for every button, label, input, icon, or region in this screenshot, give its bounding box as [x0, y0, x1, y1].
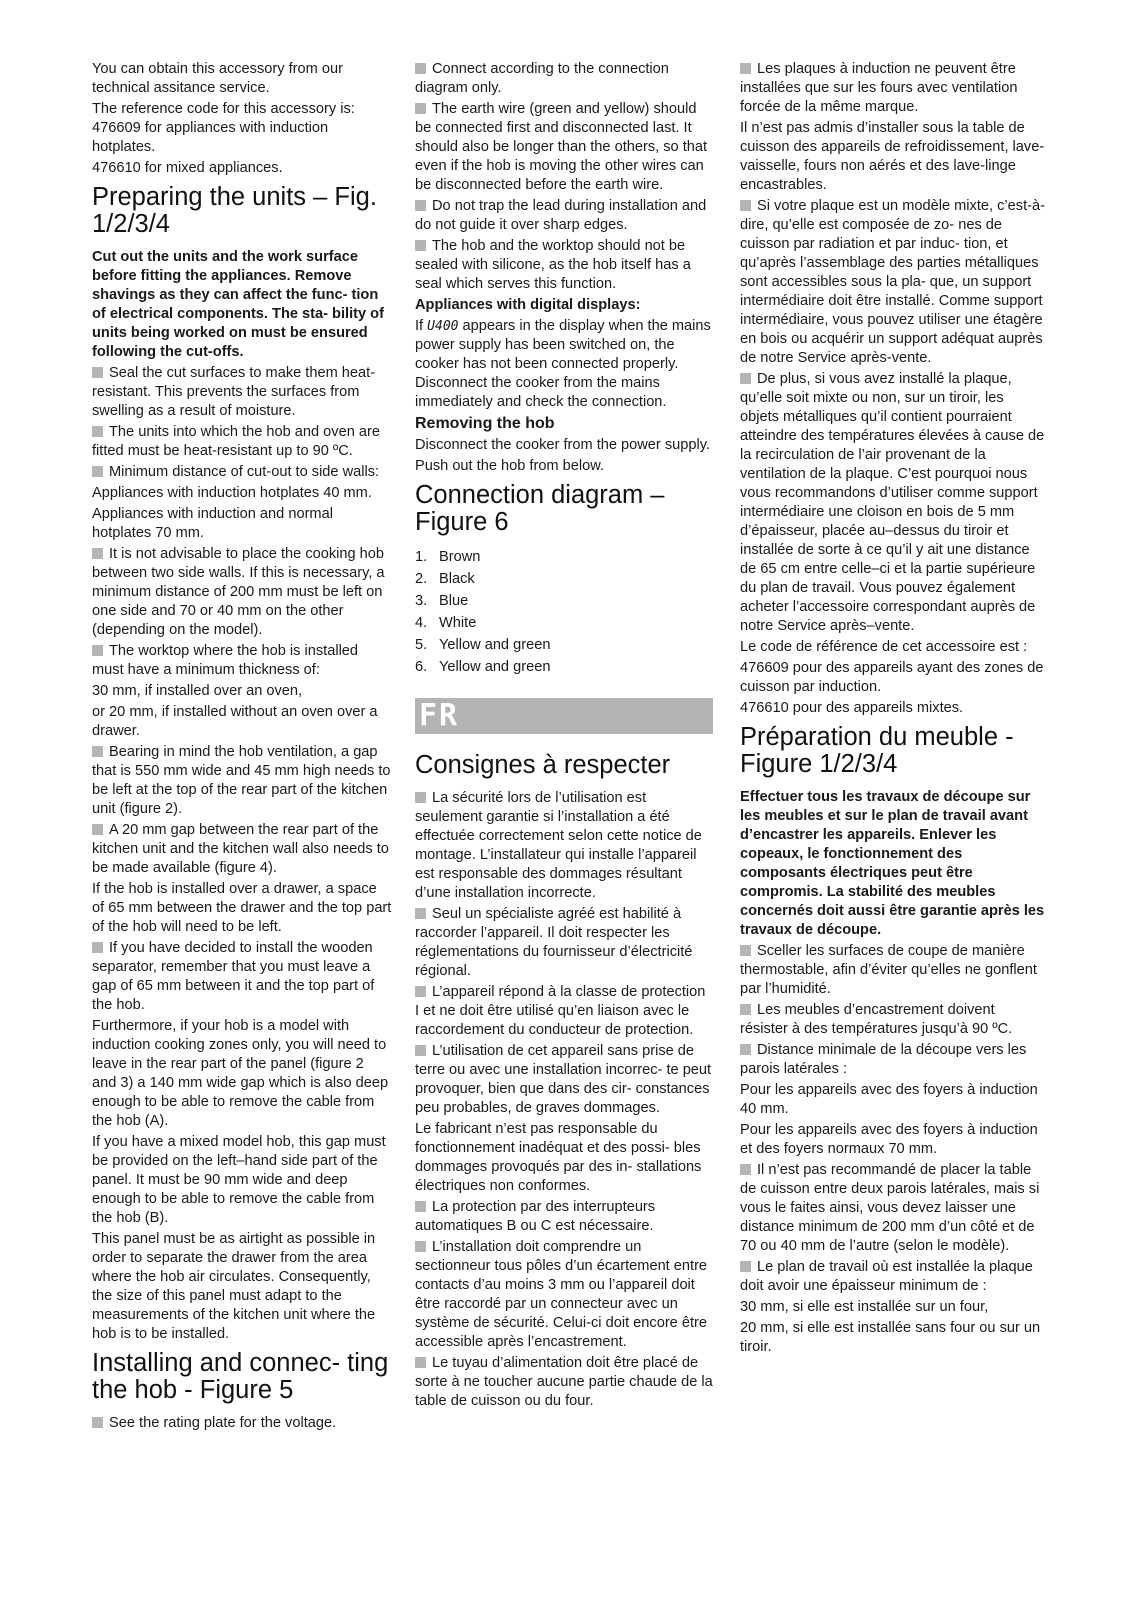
heading-preparation-meuble: Préparation du meuble - Figure 1/2/3/4 [740, 723, 1014, 778]
bullet-item: The worktop where the hob is installed must have a minimum thickness of: [92, 643, 359, 678]
bullet-square-icon [415, 240, 426, 251]
bullet-square-icon [740, 200, 751, 211]
bullet-square-icon [92, 466, 103, 477]
list-item: 2. Black [415, 571, 475, 587]
heading-consignes: Consignes à respecter [415, 751, 671, 779]
bullet-square-icon [92, 1417, 103, 1428]
bullet-square-icon [415, 986, 426, 997]
paragraph: 20 mm, si elle est installée sans four ou sur un tiroir. [740, 1320, 1041, 1355]
heading-preparing-units: Preparing the units – Fig. 1/2/3/4 [92, 183, 377, 238]
bullet-square-icon [92, 746, 103, 757]
bullet-item: The earth wire (green and yellow) should be connected first and disconnected last. It should also be longer than the others, so that even if the hob is moving the other wires can be disconnected before the earth wire. [415, 101, 708, 193]
bullet-item: L’appareil répond à la classe de protection I et ne doit être utilisé qu’en liaison avec le raccordement du conducteur de protection. [415, 984, 706, 1038]
paragraph: Le code de référence de cet accessoire est : [740, 639, 1028, 655]
paragraph: Appliances with induction and normal hotplates 70 mm. [92, 506, 333, 541]
bullet-item: Les plaques à induction ne peuvent être installées que sur les fours avec ventilation forcée de la même marque. [740, 61, 1018, 115]
heading-connection-diagram: Connection diagram – Figure 6 [415, 481, 665, 536]
language-band-fr: FR [415, 698, 713, 734]
bullet-square-icon [415, 63, 426, 74]
bullet-square-icon [415, 1357, 426, 1368]
bullet-item: The hob and the worktop should not be sealed with silicone, as the hob itself has a seal which serves this function. [415, 238, 691, 292]
bullet-square-icon [92, 548, 103, 559]
cutout-warning: Cut out the units and the work surface before fitting the appliances. Remove shavings as they can affect the func- tion of electrical components. The sta- bility of units being worked on must be ensured following the cut-offs. [92, 249, 384, 360]
paragraph: 476609 pour des appareils ayant des zones de cuisson par induction. [740, 660, 1044, 695]
bullet-item: The units into which the hob and oven are fitted must be heat-resistant up to 90 ºC. [92, 424, 380, 459]
paragraph: Le fabricant n’est pas responsable du fonctionnement inadéquat et des possi- bles dommages provoqués par des in- stallations électriques non conformes. [415, 1121, 702, 1194]
bullet-square-icon [415, 1241, 426, 1252]
list-item: 1. Brown [415, 549, 481, 565]
paragraph: Pour les appareils avec des foyers à induction et des foyers normaux 70 mm. [740, 1122, 1038, 1157]
bullet-square-icon [415, 1045, 426, 1056]
bullet-item: Do not trap the lead during installation and do not guide it over sharp edges. [415, 198, 707, 233]
bullet-square-icon [740, 1004, 751, 1015]
column-2 [415, 60, 713, 1413]
list-item: 4. White [415, 615, 477, 631]
accessory-mixed-text: 476610 for mixed appliances. [92, 160, 283, 176]
digital-display-text: If U400 appears in the display when the mains power supply has been switched on, the cooker has not been connected properly. Disconnect the cooker from the mains immediately and check the connection. [415, 318, 711, 410]
bullet-item: Il n’est pas recommandé de placer la table de cuisson entre deux parois latérales, mais si vous le faites ainsi, vous devez laisser une distance minimum de 200 mm d’un côté et de 70 ou 40 mm de l’autre (selon le modèle). [740, 1162, 1040, 1254]
bullet-item: Si votre plaque est un modèle mixte, c’est-à-dire, qu’elle est composée de zo- nes de cuisson par radiation et par induc- tion, et qu’après l’assemblage des parties métalliques sont accessibles sous la pla- que, un support intermédiaire doit être installé. Comme support intermédiaire, vous pouvez utiliser une étagère en bois ou acquérir un support adéquat auprès de notre Service après-vente. [740, 198, 1045, 366]
paragraph: If the hob is installed over a drawer, a space of 65 mm between the drawer and the top part of the hob will need to be left. [92, 881, 392, 935]
bullet-item: Minimum distance of cut-out to side walls: [92, 463, 392, 482]
paragraph: This panel must be as airtight as possible in order to separate the drawer from the area where the hob air circulates. Consequently, the size of this panel must adapt to the measurements of the kitchen unit where the hob is to be installed. [92, 1231, 376, 1342]
bullet-item: See the rating plate for the voltage. [92, 1414, 392, 1433]
bullet-item: Le plan de travail où est installée la plaque doit avoir une épaisseur minimum de : [740, 1259, 1033, 1294]
bullet-item: Seul un spécialiste agréé est habilité à raccorder l’appareil. Il doit respecter les réglementations du fournisseur d’électricité régional. [415, 906, 693, 979]
bullet-square-icon [415, 103, 426, 114]
list-item: 5. Yellow and green [415, 637, 551, 653]
column-3 [740, 60, 1046, 1359]
paragraph: Pour les appareils avec des foyers à induction 40 mm. [740, 1082, 1038, 1117]
bullet-square-icon [415, 908, 426, 919]
bullet-item: Le tuyau d’alimentation doit être placé de sorte à ne toucher aucune partie chaude de la table de cuisson ou du four. [415, 1355, 713, 1409]
paragraph: Appliances with induction hotplates 40 mm. [92, 485, 372, 501]
bullet-item: De plus, si vous avez installé la plaque, qu’elle soit mixte ou non, sur un tiroir, les objets métalliques qu’il contient pourraient atteindre des températures élevées à cause de la recirculation de l’air provenant de la ventilation de la plaque. C’est pourquoi nous vous recommandons d’utiliser comme support intermédiaire une cloison en bois de 5 mm d’épaisseur, placée au–dessus du tiroir et installée de sorte à ce qu’il y ait une distance de 65 cm entre celle–ci et la partie supérieure du plan de travail. Vous pouvez également acheter l’accessoire correspondant auprès de notre Service après–vente. [740, 371, 1045, 634]
bullet-item: Sceller les surfaces de coupe de manière thermostable, afin d’éviter qu’elles ne gonflent par l’humidité. [740, 943, 1037, 997]
bullet-square-icon [740, 63, 751, 74]
paragraph: or 20 mm, if installed without an oven over a drawer. [92, 704, 378, 739]
bullet-item: L’installation doit comprendre un sectionneur tous pôles d’un écartement entre contacts d’au moins 3 mm ou l’appareil doit être raccordé par un connecteur avec un système de sécurité. Celui-ci doit encore être accessible après l’encastrement. [415, 1239, 708, 1350]
bullet-square-icon [92, 942, 103, 953]
subheading-removing-hob: Removing the hob [415, 415, 555, 432]
bullet-item: La protection par des interrupteurs automatiques B ou C est nécessaire. [415, 1199, 656, 1234]
bullet-item: Les meubles d’encastrement doivent résister à des températures jusqu’à 90 ºC. [740, 1002, 1013, 1037]
accessory-reference-text: The reference code for this accessory is: 476609 for appliances with induction hotplates. [92, 101, 355, 155]
bullet-square-icon [92, 367, 103, 378]
paragraph: Push out the hob from below. [415, 458, 605, 474]
accessory-availability-text: You can obtain this accessory from our technical assitance service. [92, 61, 343, 96]
bullet-item: L’utilisation de cet appareil sans prise de terre ou avec une installation incorrec- te peut provoquer, bien que dans des cir- constances peu probables, de graves dommages. [415, 1043, 712, 1116]
bullet-item: Connect according to the connection diagram only. [415, 61, 669, 96]
bullet-square-icon [92, 824, 103, 835]
bullet-square-icon [740, 1044, 751, 1055]
paragraph: 30 mm, if installed over an oven, [92, 683, 303, 699]
bullet-square-icon [740, 1261, 751, 1272]
bullet-item: La sécurité lors de l’utilisation est seulement garantie si l’installation a été effectuée correctement selon cette notice de montage. L’installateur qui installe l’appareil est responsable des dommages résultant d’une installation incorrecte. [415, 790, 702, 901]
decoupe-warning: Effectuer tous les travaux de découpe sur les meubles et sur le plan de travail avant d’encastrer les appareils. Enlever les copeaux, le fonctionnement des composants électriques peut être compromis. La stabilité des meubles concernés doit aussi être garantie après les travaux de découpe. [740, 789, 1045, 938]
list-item: 3. Blue [415, 593, 469, 609]
bullet-square-icon [92, 426, 103, 437]
heading-installing-hob: Installing and connec- ting the hob - Figure 5 [92, 1349, 389, 1404]
bullet-item: Bearing in mind the hob ventilation, a gap that is 550 mm wide and 45 mm high needs to be left at the top of the rear part of the kitchen unit (figure 2). [92, 744, 391, 817]
bullet-square-icon [92, 645, 103, 656]
bullet-item: Distance minimale de la découpe vers les parois latérales : [740, 1042, 1027, 1077]
bullet-square-icon [415, 1201, 426, 1212]
bullet-square-icon [740, 1164, 751, 1175]
subheading-digital-displays: Appliances with digital displays: [415, 297, 641, 313]
paragraph: Furthermore, if your hob is a model with induction cooking zones only, you will need to leave in the rear part of the panel (figure 2 and 3) a 140 mm wide gap which is also deep enough to be able to remove the cable from the hob (A). [92, 1018, 389, 1129]
bullet-square-icon [740, 945, 751, 956]
bullet-square-icon [415, 792, 426, 803]
display-code: U400 [427, 319, 459, 334]
list-item: 6. Yellow and green [415, 659, 551, 675]
bullet-square-icon [740, 373, 751, 384]
paragraph: Il n’est pas admis d’installer sous la table de cuisson des appareils de refroidissement, lave-vaisselle, fours non aérés et des lave-linge encastrables. [740, 120, 1045, 193]
column-1 [92, 60, 392, 1435]
bullet-item: Seal the cut surfaces to make them heat-resistant. This prevents the surfaces from swelling as a result of moisture. [92, 365, 376, 419]
bullet-square-icon [415, 200, 426, 211]
bullet-item: It is not advisable to place the cooking hob between two side walls. If this is necessary, a minimum distance of 200 mm must be left on one side and 70 or 40 mm on the other (depending on the model). [92, 546, 385, 638]
paragraph: 476610 pour des appareils mixtes. [740, 700, 964, 716]
bullet-item: A 20 mm gap between the rear part of the kitchen unit and the kitchen wall also needs to be made available (figure 4). [92, 822, 389, 876]
bullet-item: If you have decided to install the wooden separator, remember that you must leave a gap of 65 mm between it and the top part of the hob. [92, 940, 375, 1013]
paragraph: 30 mm, si elle est installée sur un four, [740, 1299, 989, 1315]
paragraph: If you have a mixed model hob, this gap must be provided on the left–hand side part of the panel. It must be 90 mm wide and deep enough to be able to remove the cable from the hob (B). [92, 1134, 386, 1226]
wire-list [415, 546, 713, 678]
paragraph: Disconnect the cooker from the power supply. [415, 437, 710, 453]
